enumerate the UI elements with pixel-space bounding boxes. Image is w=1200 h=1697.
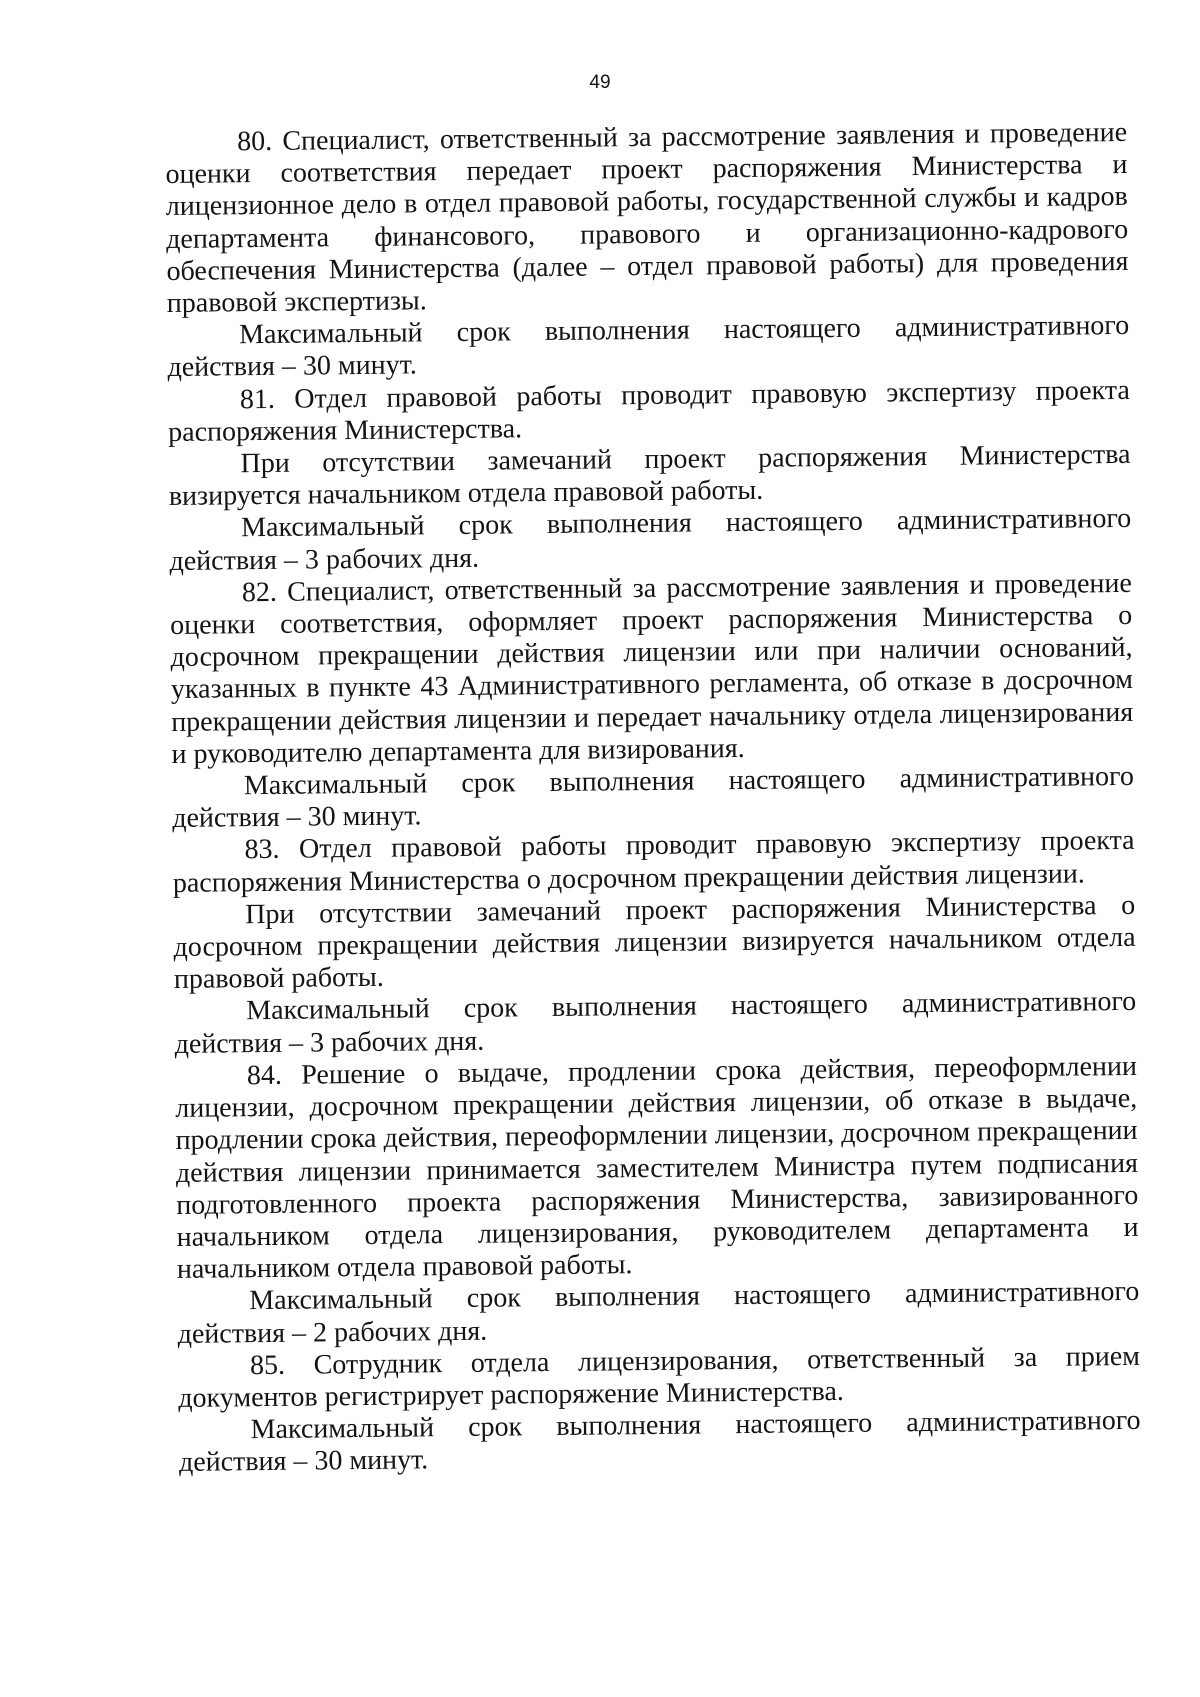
paragraph-82: 82. Специалист, ответственный за рассмотрение заявления и проведение оценки соответствия, оформляет проект распоряжения Министерства о досрочном прекращении действия лицензии или при наличии оснований, указанных в пункте 43 Административного регламента, об отказе в досрочном прекращении действия лицензии и передает начальнику отдела лицензирования и руководителю департамента для визирования.	[170, 567, 1134, 770]
paragraph-80-deadline: Максимальный срок выполнения настоящего административного действия – 30 минут.	[167, 310, 1130, 384]
paragraph-84-deadline: Максимальный срок выполнения настоящего административного действия – 2 рабочих дня.	[177, 1276, 1140, 1350]
paragraph-81: 81. Отдел правовой работы проводит правовую экспертизу проекта распоряжения Министерства.	[168, 374, 1130, 448]
paragraph-81-deadline: Максимальный срок выполнения настоящего административного действия – 3 рабочих дня.	[169, 503, 1132, 577]
paragraph-80: 80. Специалист, ответственный за рассмотрение заявления и проведение оценки соответствия передает проект распоряжения Министерства и лицензионное дело в отдел правовой работы, государственной службы и кадров департамента финансового, правового и организационно-кадрового обеспечения Министерства (далее – отдел правовой работы) для проведения правовой экспертизы.	[165, 116, 1129, 320]
paragraph-85: 85. Сотрудник отдела лицензирования, ответственный за прием документов регистрирует распоряжение Министерства.	[178, 1340, 1141, 1414]
page-number: 49	[589, 72, 611, 93]
paragraph-83-approval: При отсутствии замечаний проект распоряжения Министерства о досрочном прекращении действия лицензии визируется начальником отдела правовой работы.	[173, 889, 1136, 996]
paragraph-82-deadline: Максимальный срок выполнения настоящего административного действия – 30 минут.	[172, 760, 1135, 835]
paragraph-83-deadline: Максимальный срок выполнения настоящего административного действия – 3 рабочих дня.	[174, 986, 1137, 1060]
paragraph-84: 84. Решение о выдаче, продлении срока действия, переоформлении лицензии, досрочном прекращении действия лицензии, об отказе в выдаче, продлении срока действия, переоформлении лицензии, досрочном прекращении действия лицензии принимается заместителем Министра путем подписания подготовленного проекта распоряжения Министерства, завизированного начальником отдела лицензирования, руководителем департамента и начальником отдела правовой работы.	[175, 1050, 1139, 1286]
paragraph-85-deadline: Максимальный срок выполнения настоящего административного действия – 30 минут.	[178, 1404, 1141, 1479]
paragraph-83: 83. Отдел правовой работы проводит правовую экспертизу проекта распоряжения Министерства о досрочном прекращении действия лицензии.	[172, 825, 1135, 899]
paragraph-81-approval: При отсутствии замечаний проект распоряжения Министерства визируется начальником отдела правовой работы.	[168, 438, 1131, 513]
document-body	[165, 117, 1141, 1480]
